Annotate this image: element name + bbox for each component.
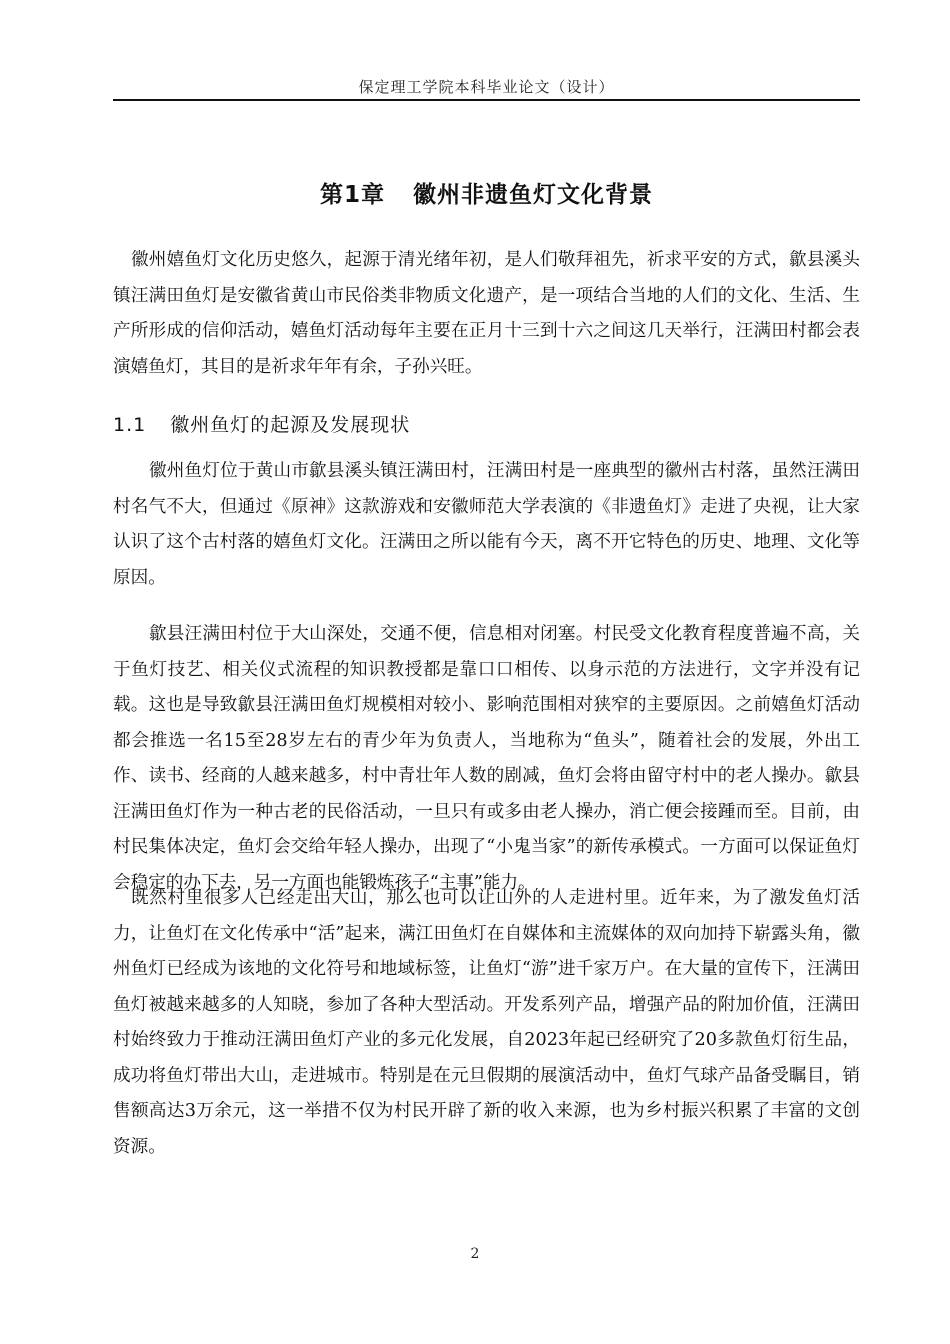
chapter-title-text: 徽州非遗鱼灯文化背景	[413, 182, 653, 208]
running-header: 保定理工学院本科毕业论文（设计）	[358, 78, 615, 96]
page-number: 2	[470, 1246, 480, 1262]
body-paragraph: 徽州鱼灯位于黄山市歙县溪头镇汪满田村，汪满田村是一座典型的徽州古村落，虽然汪满田村名气不大，但通过《原神》这款游戏和安徽师范大学表演的《非遗鱼灯》走进了央视，让大家认识了这个古村落的嬉鱼灯文化。汪满田之所以能有今天，离不开它特色的历史、地理、文化等原因。	[113, 461, 860, 588]
body-paragraph: 歙县汪满田村位于大山深处，交通不便，信息相对闭塞。村民受文化教育程度普遍不高，关于鱼灯技艺、相关仪式流程的知识教授都是靠口口相传、以身示范的方法进行，文字并没有记载。这也是导致歙县汪满田鱼灯规模相对较小、影响范围相对狭窄的主要原因。之前嬉鱼灯活动都会推选一名15至28岁左右的青少年为负责人，当地称为“鱼头”，随着社会的发展，外出工作、读书、经商的人越来越多，村中青壮年人数的剧减，鱼灯会将由留守村中的老人操办。歙县汪满田鱼灯作为一种古老的民俗活动，一旦只有或多由老人操办，消亡便会接踵而至。目前，由村民集体决定，鱼灯会交给年轻人操办，出现了“小鬼当家”的新传承模式。一方面可以保证鱼灯会稳定的办下去，另一方面也能锻炼孩子“主事”能力。	[113, 624, 860, 893]
chapter-number: 第1章	[319, 182, 385, 208]
section-number: 1.1	[113, 414, 147, 436]
chapter-title	[113, 176, 860, 209]
intro-paragraph: 徽州嬉鱼灯文化历史悠久，起源于清光绪年初，是人们敬拜祖先，祈求平安的方式，歙县溪头镇汪满田鱼灯是安徽省黄山市民俗类非物质文化遗产，是一项结合当地的人们的文化、生活、生产所形成的信仰活动，嬉鱼灯活动每年主要在正月十三到十六之间这几天举行，汪满田村都会表演嬉鱼灯，其目的是祈求年年有余，子孙兴旺。	[113, 250, 860, 377]
section-heading	[113, 410, 860, 437]
header-divider	[113, 99, 860, 101]
body-paragraph: 既然村里很多人已经走出大山，那么也可以让山外的人走进村里。近年来，为了激发鱼灯活力，让鱼灯在文化传承中“活”起来，满江田鱼灯在自媒体和主流媒体的双向加持下崭露头角，徽州鱼灯已经成为该地的文化符号和地域标签，让鱼灯“游”进千家万户。在大量的宣传下，汪满田鱼灯被越来越多的人知晓，参加了各种大型活动。开发系列产品，增强产品的附加价值，汪满田村始终致力于推动汪满田鱼灯产业的多元化发展，自2023年起已经研究了20多款鱼灯衍生品，成功将鱼灯带出大山，走进城市。特别是在元旦假期的展演活动中，鱼灯气球产品备受瞩目，销售额高达3万余元，这一举措不仅为村民开辟了新的收入来源，也为乡村振兴积累了丰富的文创资源。	[113, 888, 860, 1157]
section-title: 徽州鱼灯的起源及发展现状	[170, 414, 411, 436]
